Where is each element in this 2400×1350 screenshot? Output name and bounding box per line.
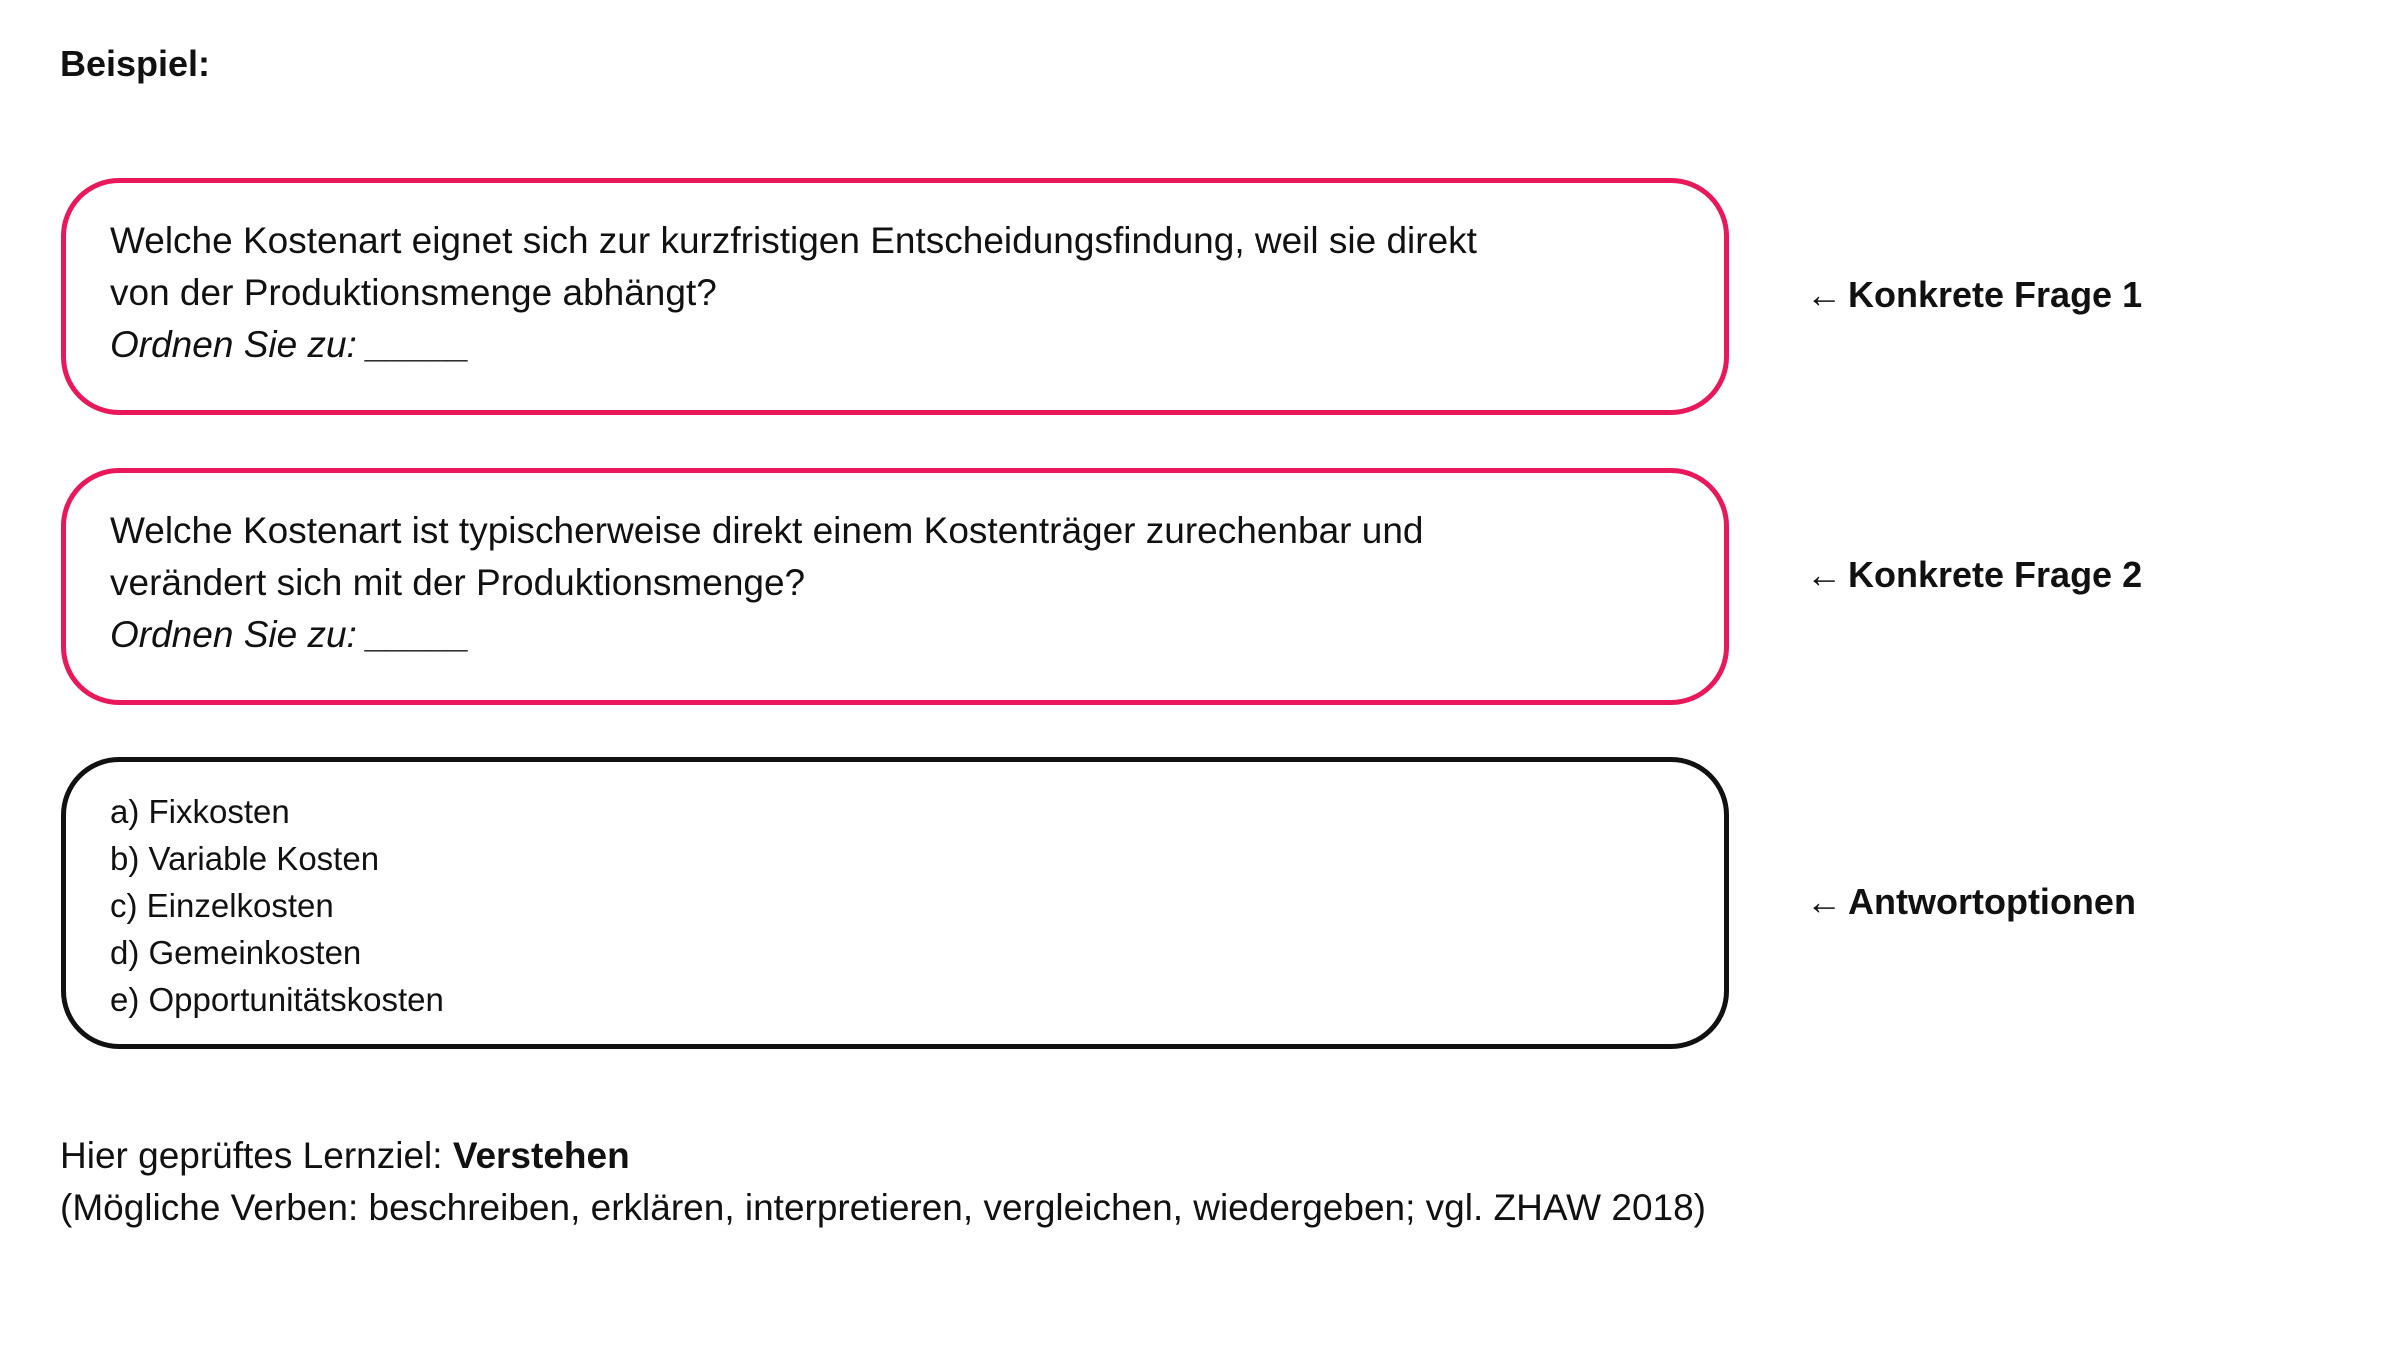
question-1-prompt: Ordnen Sie zu: _____ <box>110 324 470 365</box>
learning-objective-value: Verstehen <box>452 1135 630 1176</box>
label-answer-options <box>1806 880 2136 924</box>
footer <box>60 1130 1706 1234</box>
answer-option-b: b) Variable Kosten <box>110 840 380 877</box>
answer-option-c: c) Einzelkosten <box>110 887 334 924</box>
answer-option-e: e) Opportunitätskosten <box>110 981 444 1018</box>
answer-option-a: a) Fixkosten <box>110 793 290 830</box>
label-question-2 <box>1806 553 2142 597</box>
arrow-left-icon: ← <box>1806 881 1842 922</box>
question-2-prompt: Ordnen Sie zu: _____ <box>110 614 470 655</box>
question-1-box <box>61 178 1729 415</box>
question-1-line-1: Welche Kostenart eignet sich zur kurzfristigen Entscheidungsfindung, weil sie direkt <box>110 220 1477 261</box>
answer-option-d: d) Gemeinkosten <box>110 934 362 971</box>
learning-objective-prefix: Hier geprüftes Lernziel: <box>60 1135 453 1176</box>
label-answer-options-text: Antwortoptionen <box>1848 881 2136 922</box>
question-2-box <box>61 468 1729 705</box>
label-question-1 <box>1806 273 2142 317</box>
question-2-line-2: verändert sich mit der Produktionsmenge? <box>110 562 806 603</box>
arrow-left-icon: ← <box>1806 274 1842 315</box>
label-question-1-text: Konkrete Frage 1 <box>1848 274 2143 315</box>
arrow-left-icon: ← <box>1806 554 1842 595</box>
label-question-2-text: Konkrete Frage 2 <box>1848 554 2143 595</box>
learning-objective-line <box>60 1130 1706 1182</box>
slide-heading: Beispiel: <box>60 43 211 84</box>
verbs-note: (Mögliche Verben: beschreiben, erklären, interpretieren, vergleichen, wiedergeben; vgl. ZHAW 2018) <box>60 1187 1706 1228</box>
answer-options-box <box>61 757 1729 1049</box>
question-1-line-2: von der Produktionsmenge abhängt? <box>110 272 717 313</box>
question-2-line-1: Welche Kostenart ist typischerweise direkt einem Kostenträger zurechenbar und <box>110 510 1424 551</box>
